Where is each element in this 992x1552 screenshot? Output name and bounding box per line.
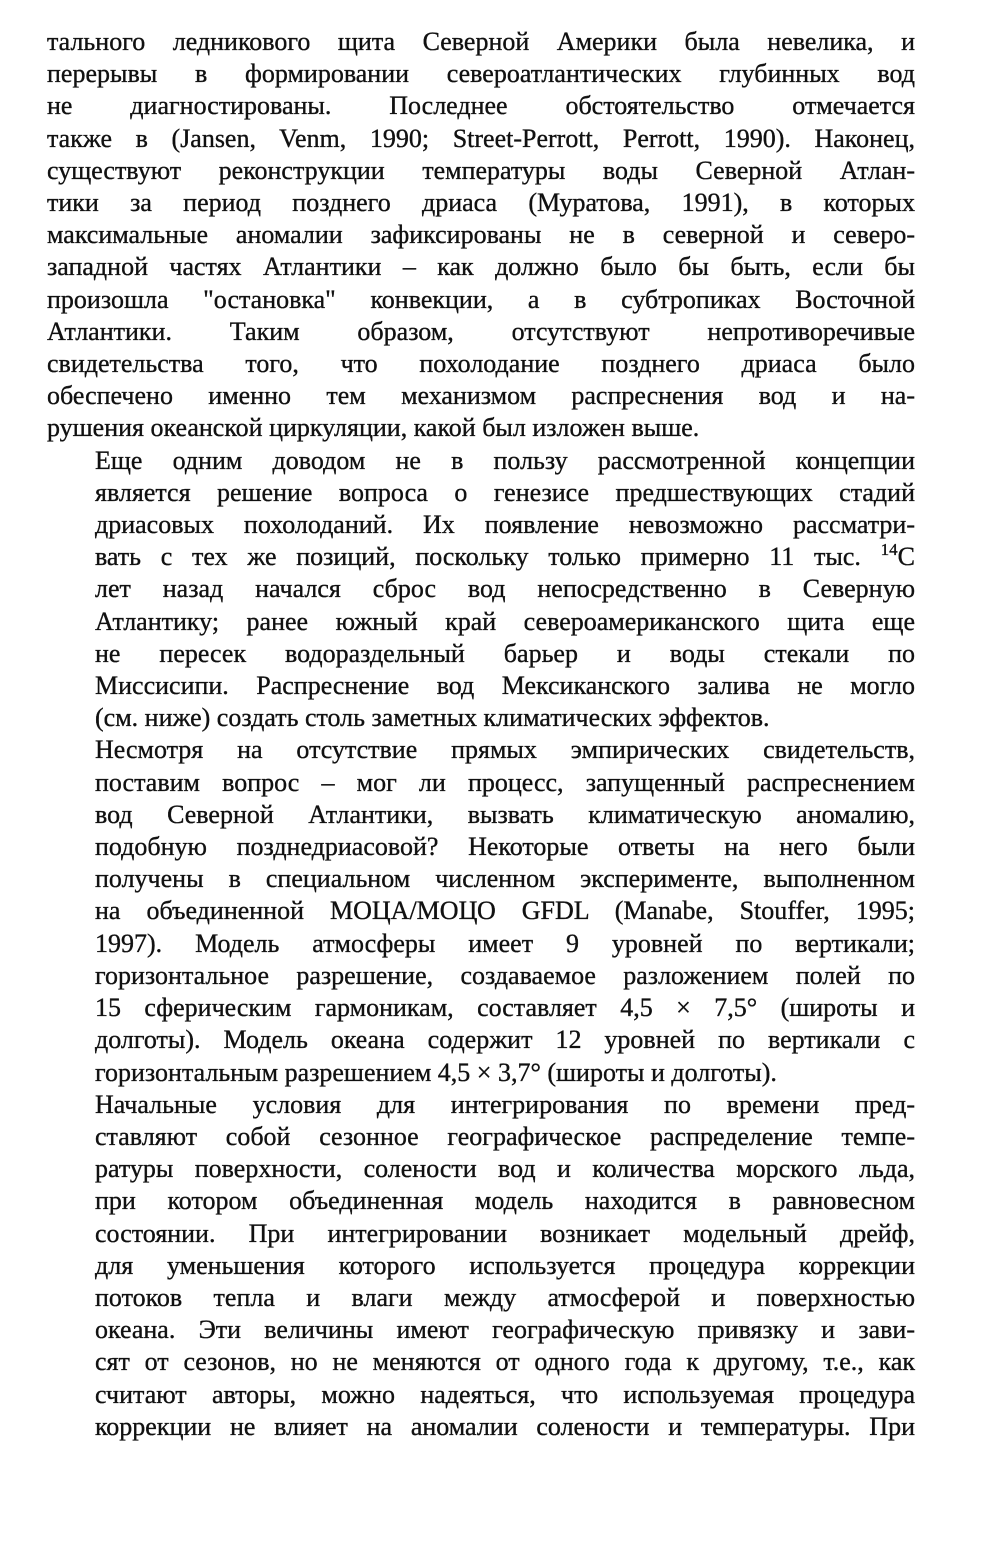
text-line: Еще одним доводом не в пользу рассмотренной концепции	[95, 445, 915, 475]
text-line: обеспечено именно тем механизмом распреснения вод и на-	[47, 381, 915, 411]
text-line: лет назад начался сброс вод непосредственно в Северную	[95, 574, 915, 604]
text-line: произошла "остановка" конвекции, а в субтропиках Восточной	[47, 284, 915, 314]
paragraph	[47, 1089, 915, 1443]
text-line: горизонтальным разрешением 4,5 × 3,7° (широты и долготы).	[95, 1057, 777, 1087]
text-line: (см. ниже) создать столь заметных климатических эффектов.	[95, 703, 770, 733]
text-line: океана. Эти величины имеют географическую привязку и зави-	[95, 1315, 915, 1345]
text-line: не пересек водораздельный барьер и воды стекали по	[95, 638, 915, 668]
text-line: при котором объединенная модель находится в равновесном	[95, 1186, 915, 1216]
paragraph	[47, 734, 915, 1088]
text-line: перерывы в формировании североатлантических глубинных вод	[47, 59, 915, 89]
text-line: горизонтальное разрешение, создаваемое разложением полей по	[95, 960, 915, 990]
text-line: тики за период позднего дриаса (Муратова, 1991), в которых	[47, 188, 915, 218]
text-line: Миссисипи. Распреснение вод Мексиканского залива не могло	[95, 671, 915, 701]
text-line: не диагностированы. Последнее обстоятельство отмечается	[47, 91, 915, 121]
text-line: ратуры поверхности, солености вод и количества морского льда,	[95, 1154, 915, 1184]
text-line: Начальные условия для интегрирования по времени пред-	[95, 1089, 915, 1119]
text-line: на объединенной МОЦА/МОЦО GFDL (Manabe, Stouffer, 1995;	[95, 896, 915, 926]
text-line: вать с тех же позиций, поскольку только примерно 11 тыс. $^{14}$С	[95, 540, 915, 572]
body-text	[47, 26, 915, 1443]
text-line: Атлантику; ранее южный край североамериканского щита еще	[95, 606, 915, 636]
text-line: для уменьшения которого используется процедура коррекции	[95, 1250, 915, 1280]
text-line: 15 сферическим гармоникам, составляет 4,5 × 7,5° (широты и	[95, 993, 915, 1023]
paragraph	[47, 26, 915, 445]
text-line: поставим вопрос – мог ли процесс, запущенный распреснением	[95, 767, 915, 797]
text-line: сят от сезонов, но не меняются от одного года к другому, т.е., как	[95, 1347, 915, 1377]
text-line: свидетельства того, что похолодание позднего дриаса было	[47, 349, 915, 379]
text-line: ставляют собой сезонное географическое распределение темпе-	[95, 1121, 915, 1151]
text-line: максимальные аномалии зафиксированы не в северной и северо-	[47, 220, 915, 250]
text-line: подобную позднедриасовой? Некоторые ответы на него были	[95, 832, 915, 862]
text-line: 1997). Модель атмосферы имеет 9 уровней по вертикали;	[95, 928, 915, 958]
text-line: получены в специальном численном эксперименте, выполненном	[95, 864, 915, 894]
text-line: также в (Jansen, Venm, 1990; Street-Perrott, Perrott, 1990). Наконец,	[47, 123, 915, 153]
text-line: потоков тепла и влаги между атмосферой и поверхностью	[95, 1282, 915, 1312]
text-line: дриасовых похолоданий. Их появление невозможно рассматри-	[95, 510, 915, 540]
text-line: существуют реконструкции температуры воды Северной Атлан-	[47, 155, 915, 185]
text-line: западной частях Атлантики – как должно было бы быть, если бы	[47, 252, 915, 282]
text-line: вод Северной Атлантики, вызвать климатическую аномалию,	[95, 799, 915, 829]
text-line: долготы). Модель океана содержит 12 уровней по вертикали с	[95, 1025, 915, 1055]
text-line: состоянии. При интегрировании возникает модельный дрейф,	[95, 1218, 915, 1248]
text-line: рушения океанской циркуляции, какой был изложен выше.	[47, 413, 700, 443]
text-line: Атлантики. Таким образом, отсутствуют непротиворечивые	[47, 316, 915, 346]
isotope-superscript: 14	[880, 540, 898, 560]
text-line: тального ледникового щита Северной Америки была невелика, и	[47, 27, 915, 56]
text-line: считают авторы, можно надеяться, что используемая процедура	[95, 1379, 915, 1409]
text-line: коррекции не влияет на аномалии солености и температуры. При	[95, 1411, 915, 1441]
text-line: является решение вопроса о генезисе предшествующих стадий	[95, 477, 915, 507]
text-line: Несмотря на отсутствие прямых эмпирических свидетельств,	[95, 735, 915, 765]
paragraph	[47, 445, 915, 735]
